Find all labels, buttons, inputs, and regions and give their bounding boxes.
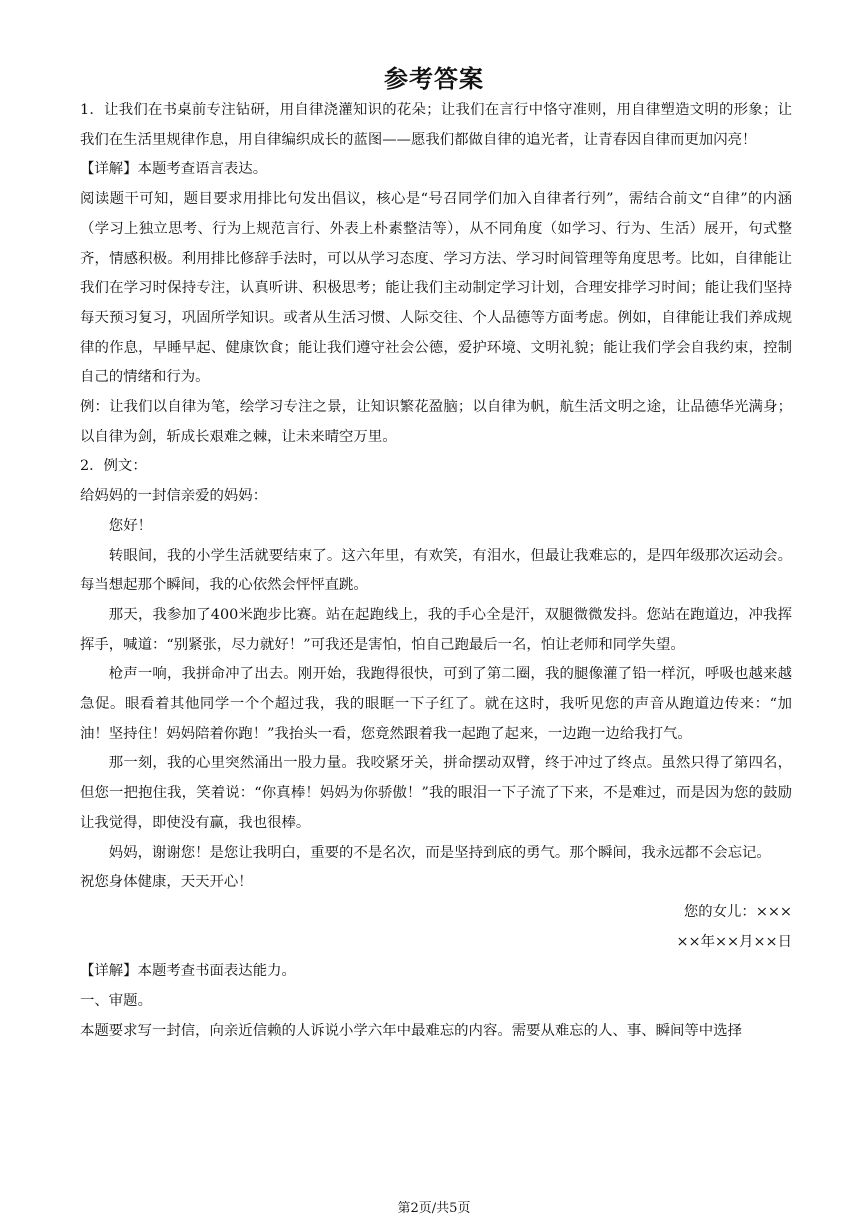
letter-paragraph-2: 那天，我参加了400米跑步比赛。站在起跑线上，我的手心全是汗，双腿微微发抖。您站在跑道边，冲我挥挥手，喊道：“别紧张，尽力就好！”可我还是害怕，怕自己跑最后一名，怕让老师和同学失望。 xyxy=(80,606,792,653)
letter-closing: 祝您身体健康，天天开心！ xyxy=(80,874,253,891)
letter-paragraph-5: 妈妈，谢谢您！是您让我明白，重要的不是名次，而是坚持到底的勇气。那个瞬间，我永远都不会忘记。 xyxy=(108,844,771,861)
q1-example: 例：让我们以自律为笔，绘学习专注之景，让知识繁花盈脑；以自律为帆，航生活文明之途，让品德华光满身；以自律为剑，斩成长艰难之棘，让未来晴空万里。 xyxy=(80,399,792,445)
q1-detail-heading: 【详解】本题考查语言表达。 xyxy=(80,161,268,178)
letter-paragraph-4: 那一刻，我的心里突然涌出一股力量。我咬紧牙关，拼命摆动双臂，终于冲过了终点。虽然只得了第四名，但您一把抱住我，笑着说：“你真棒！妈妈为你骄傲！”我的眼泪一下子流了下来，不是难过，而是因为您的鼓励让我觉得，即使没有赢，我也很棒。 xyxy=(80,755,792,831)
page-footer: 第2页/共5页 xyxy=(397,1201,471,1216)
letter-date: ××年××月××日 xyxy=(676,933,792,950)
letter-paragraph-3: 枪声一响，我拼命冲了出去。刚开始，我跑得很快，可到了第二圈，我的腿像灌了铅一样沉，呼吸也越来越急促。眼看着其他同学一个个超过我，我的眼眶一下子红了。就在这时，我听见您的声音从跑道边传来：“加油！坚持住！妈妈陪着你跑！”我抬头一看，您竟然跟着我一起跑了起来，一边跑一边给我打气。 xyxy=(80,666,792,742)
answer-body xyxy=(80,96,792,1047)
page-title: 参考答案 xyxy=(384,65,484,93)
section-heading-1: 一、审题。 xyxy=(80,993,152,1010)
section-1-text: 本题要求写一封信，向亲近信赖的人诉说小学六年中最难忘的内容。需要从难忘的人、事、瞬间等中选择 xyxy=(80,1022,742,1039)
q1-detail-paragraph: 阅读题干可知，题目要求用排比句发出倡议，核心是“号召同学们加入自律者行列”，需结合前文“自律”的内涵（学习上独立思考、行为上规范言行、外表上朴素整洁等），从不同角度（如学习、行为、生活）展开，句式整齐，情感积极。利用排比修辞手法时，可以从学习态度、学习方法、学习时间管理等角度思考。比如，自律能让我们在学习时保持专注，认真听讲、积极思考；能让我们主动制定学习计划，合理安排学习时间；能让我们坚持每天预习复习，巩固所学知识。或者从生活习惯、人际交往、个人品德等方面考虑。例如，自律能让我们养成规律的作息，早睡早起、健康饮食；能让我们遵守社会公德，爱护环境、文明礼貌；能让我们学会自我约束，控制自己的情绪和行为。 xyxy=(80,191,792,386)
letter-title: 给妈妈的一封信亲爱的妈妈： xyxy=(80,488,268,505)
letter-signature: 您的女儿：××× xyxy=(683,903,792,920)
letter-greeting: 您好！ xyxy=(108,517,152,534)
letter-paragraph-1: 转眼间，我的小学生活就要结束了。这六年里，有欢笑，有泪水，但最让我难忘的，是四年级那次运动会。每当想起那个瞬间，我的心依然会怦怦直跳。 xyxy=(80,547,792,594)
q1-answer: 1．让我们在书桌前专注钻研，用自律浇灌知识的花朵；让我们在言行中恪守准则，用自律塑造文明的形象；让我们在生活里规律作息，用自律编织成长的蓝图——愿我们都做自律的追光者，让青春因自律而更加闪亮！ xyxy=(80,102,792,148)
q2-detail-heading: 【详解】本题考查书面表达能力。 xyxy=(80,963,296,980)
q2-label: 2．例文： xyxy=(80,458,147,475)
